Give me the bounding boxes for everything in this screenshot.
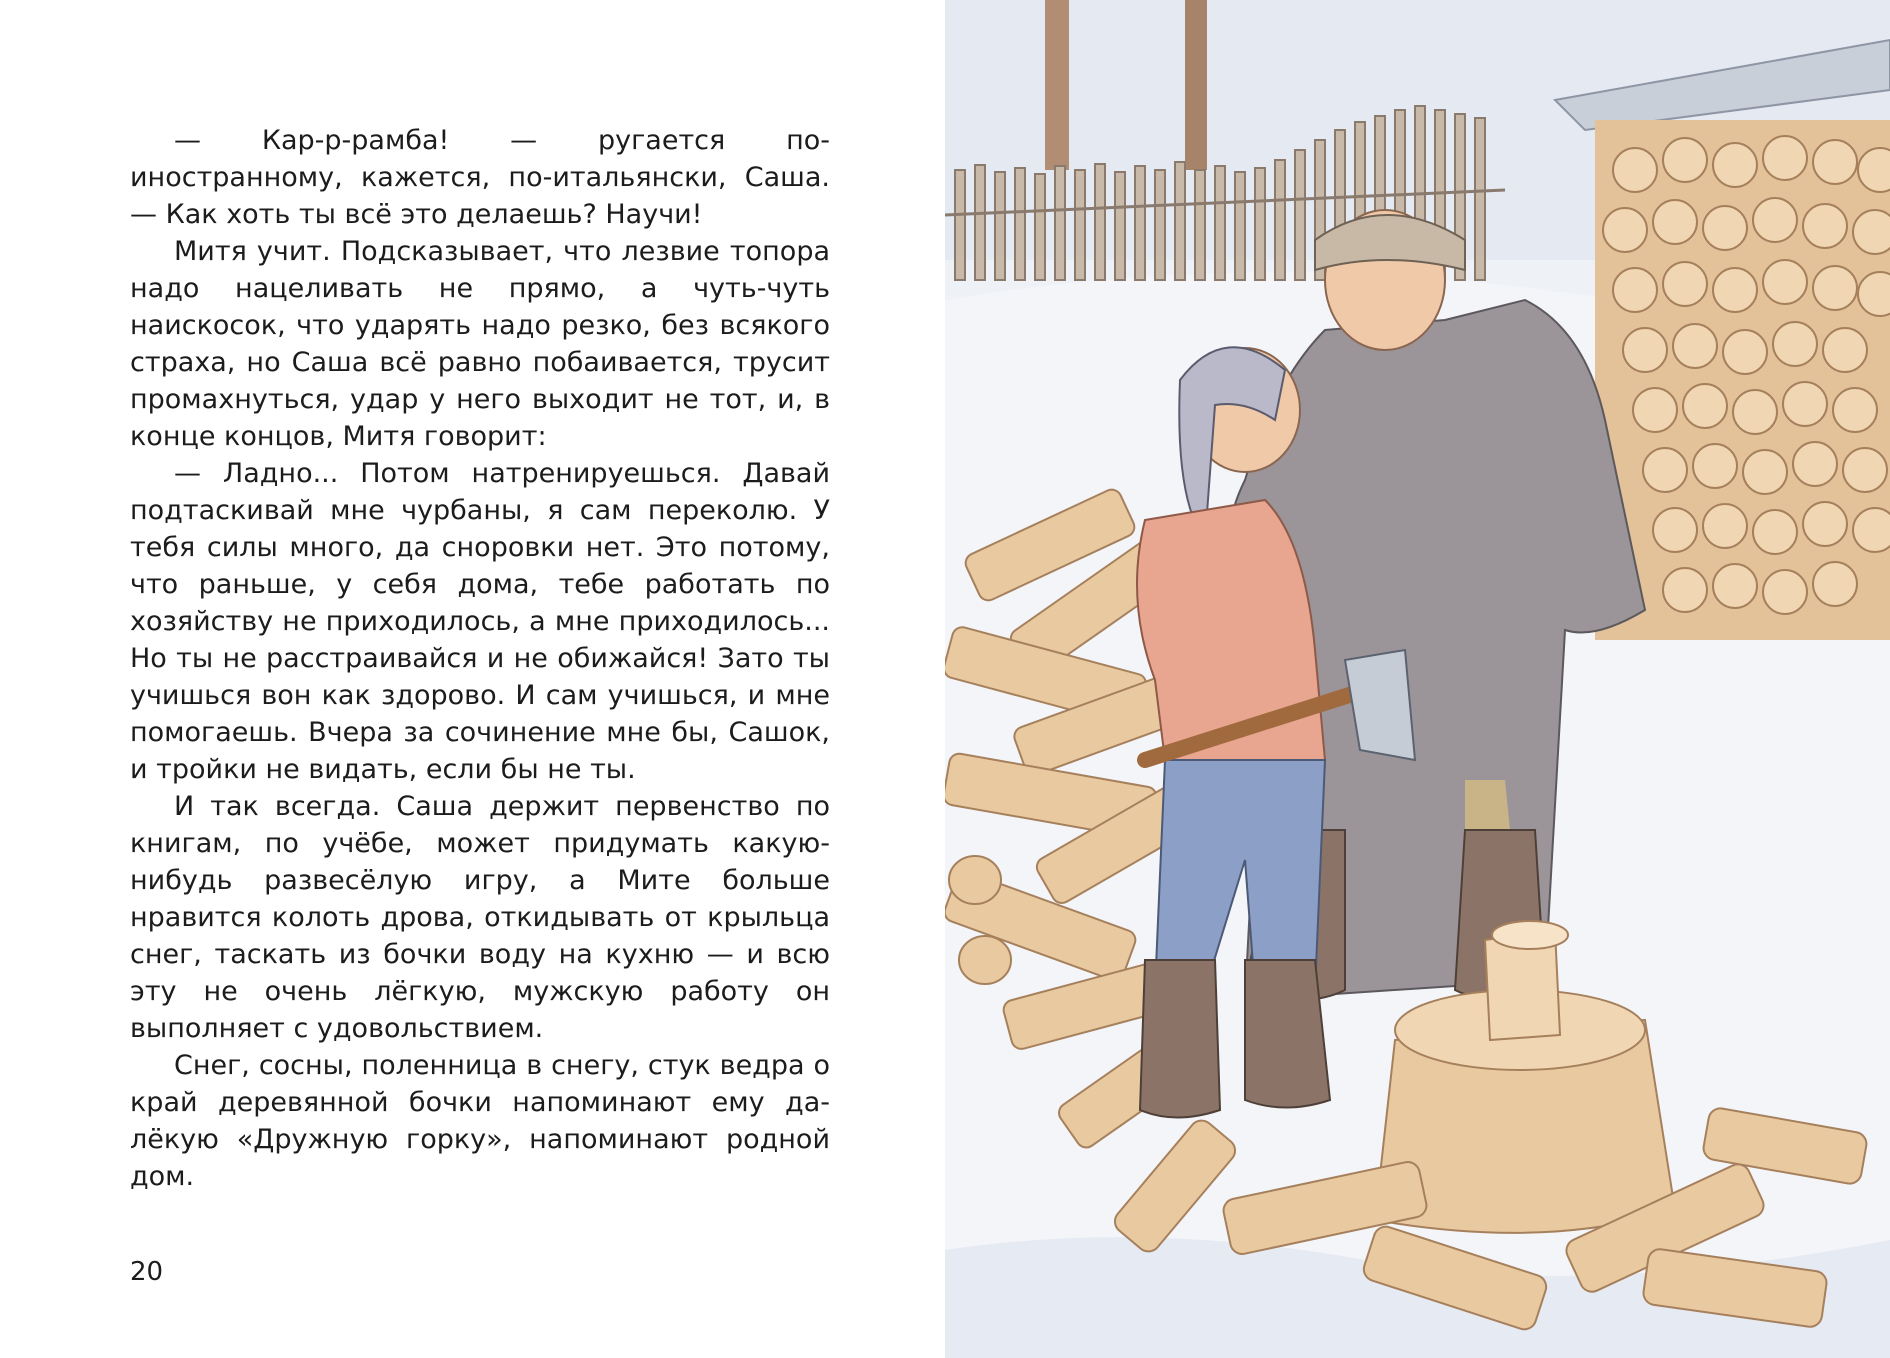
page-number: 20 — [130, 1257, 164, 1287]
paragraph-4: И так всегда. Саша держит первенство по книгам, по учёбе, может придумать какую-нибудь развесёлую игру, а Мите больше нравится колоть дрова, откидывать от крыльца снег, таскать из бочки воду на кухню — и всю эту не очень лёгкую, мужскую работу он выполняет с удовольствием. — [130, 791, 830, 1044]
story-text — [130, 122, 830, 1195]
illustration — [945, 0, 1890, 1358]
paragraph-2: Митя учит. Подсказывает, что лезвие топора надо нацеливать не прямо, а чуть-чуть наискосок, что ударять надо резко, без всякого страха, но Саша всё равно побаивается, трусит промахнуться, удар у него выходит не тот, и, в конце концов, Митя говорит: — [130, 236, 830, 452]
illustration-drawing — [945, 0, 1890, 1358]
paragraph-5: Снег, сосны, поленница в снегу, стук ведра о край деревянной бочки напоминают ему далёкую «Дружную горку», напоминают родной дом. — [130, 1050, 830, 1192]
paragraph-3: — Ладно... Потом натренируешься. Давай подтаскивай мне чурбаны, я сам переколю. У тебя силы много, да сноровки нет. Это потому, что раньше, у себя дома, тебе работать по хозяйству не приходилось, а мне приходилось... Но ты не расстраивайся и не обижайся! Зато ты учишься вон как здорово. И сам учишься, и мне помогаешь. Вчера за сочинение мне бы, Сашок, и тройки не видать, если бы не ты. — [130, 458, 830, 785]
paragraph-1: — Кар-р-рамба! — ругается по-иностранному, кажется, по-итальянски, Саша. — Как хоть ты всё это делаешь? Научи! — [130, 125, 830, 230]
